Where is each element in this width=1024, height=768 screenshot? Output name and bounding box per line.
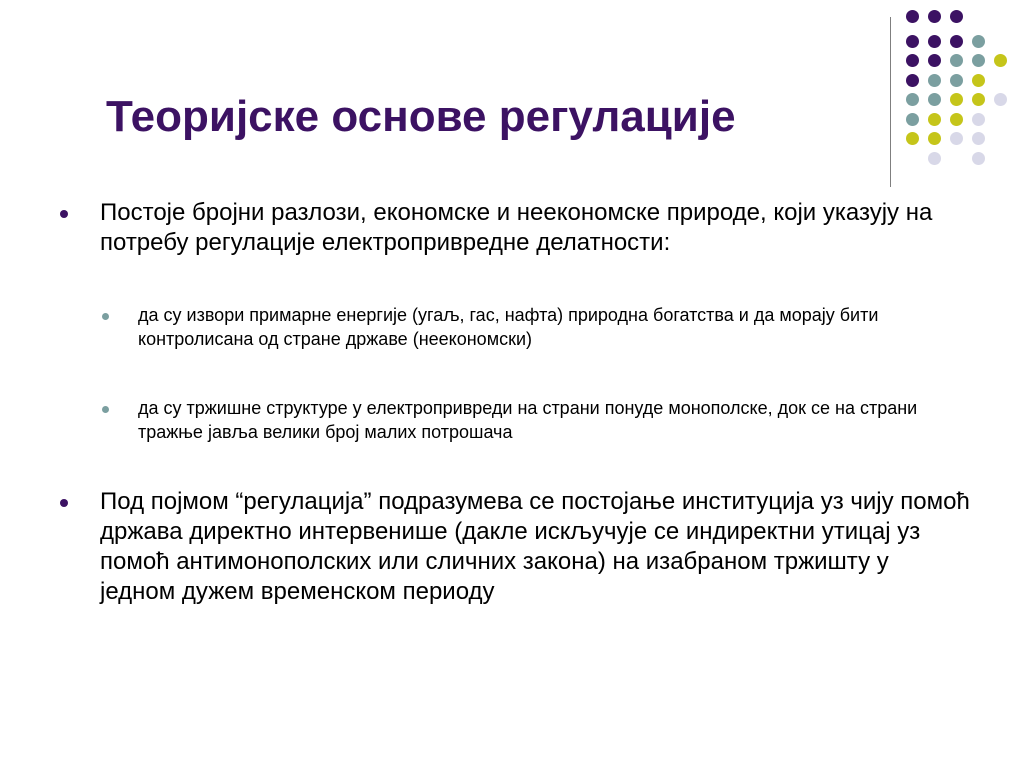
decor-dot [928, 113, 941, 126]
decor-dot [972, 93, 985, 106]
decor-dot [950, 93, 963, 106]
decor-dot [972, 54, 985, 67]
decor-dot [906, 132, 919, 145]
decor-dot [972, 152, 985, 165]
decor-dot [928, 132, 941, 145]
decor-dot [972, 74, 985, 87]
decor-dot [906, 74, 919, 87]
decor-dot [972, 35, 985, 48]
decor-dot [906, 10, 919, 23]
decor-dot [928, 10, 941, 23]
bullet-marker [60, 499, 68, 507]
decor-dot [906, 113, 919, 126]
decor-dot [972, 132, 985, 145]
decor-dot [950, 132, 963, 145]
decor-dot [928, 35, 941, 48]
decor-dot [928, 93, 941, 106]
decor-dot [906, 35, 919, 48]
decor-dot [950, 54, 963, 67]
decor-dot [928, 54, 941, 67]
slide-title: Теоријске основе регулације [106, 92, 736, 141]
decorative-dot-grid [906, 10, 1016, 166]
title-divider-line [890, 17, 891, 187]
sub-bullet-marker [102, 406, 109, 413]
sub-bullet-text: да су извори примарне енергије (угаљ, гас, нафта) природна богатства и да морају бити контролисана од стране државе (неекономски) [138, 305, 879, 349]
bullet-text: Постоје бројни разлози, економске и неекономске природе, који указују на потребу регулације електропривредне делатности: [100, 199, 933, 256]
decor-dot [928, 152, 941, 165]
bullet-text: Под појмом “регулација” подразумева се постојање институција уз чију помоћ држава директно интервенише (дакле искључује се индиректни утицај уз помоћ антимонополских или сличних закона) на изабраном тржишту у једном дужем временском периоду [100, 488, 970, 605]
decor-dot [928, 74, 941, 87]
bullet-item [100, 487, 970, 607]
sub-bullet-text: да су тржишне структуре у електропривреди на страни понуде монополске, док се на страни тражње јавља велики број малих потрошача [138, 398, 918, 442]
decor-dot [906, 54, 919, 67]
bullet-marker [60, 210, 68, 218]
sub-bullet-item [138, 303, 978, 351]
decor-dot [994, 54, 1007, 67]
decor-dot [950, 74, 963, 87]
decor-dot [950, 10, 963, 23]
decor-dot [950, 35, 963, 48]
decor-dot [906, 93, 919, 106]
decor-dot [994, 93, 1007, 106]
decor-dot [972, 113, 985, 126]
sub-bullet-item [138, 396, 978, 444]
sub-bullet-marker [102, 313, 109, 320]
bullet-item [100, 198, 970, 258]
decor-dot [950, 113, 963, 126]
